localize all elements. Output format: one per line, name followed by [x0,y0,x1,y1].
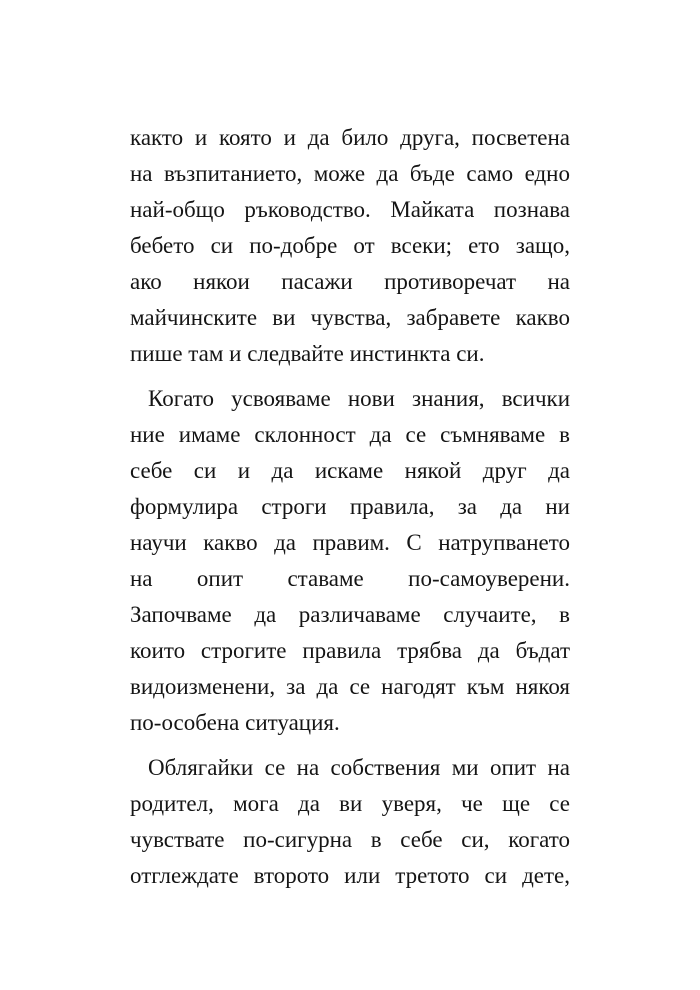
text-line: най-общо ръководство. Майката познава [130,197,570,222]
text-line: Облягайки се на собствения ми опит на [148,755,570,780]
text-line: на възпитанието, може да бъде само едно [130,161,570,186]
text-line: видоизменени, за да се нагодят към някоя [130,674,570,699]
paragraph-spacing [130,372,570,381]
paragraph-2 [130,381,570,741]
text-line: Когато усвояваме нови знания, всички [148,386,570,411]
text-line: родител, мога да ви уверя, че ще се [130,791,570,816]
text-line: ние имаме склонност да се съмняваме в [130,422,570,447]
paragraph-1 [130,120,570,372]
paragraph-3 [130,750,570,894]
text-line: отглеждате второто или третото си дете, [130,863,570,888]
text-line: ако някои пасажи противоречат на [130,269,570,294]
text-line: които строгите правила трябва да бъдат [130,638,570,663]
text-line: формулира строги правила, за да ни [130,494,570,519]
text-line: Започваме да различаваме случаите, в [130,602,570,627]
paragraph-spacing [130,741,570,750]
text-line: пише там и следвайте инстинкта си. [130,341,485,366]
text-line: бебето си по-добре от всеки; ето защо, [130,233,570,258]
body-text [130,120,570,894]
text-line: както и която и да било друга, посветена [130,125,570,150]
text-line: майчинските ви чувства, забравете какво [130,305,570,330]
text-line: научи какво да правим. С натрупването [130,530,570,555]
text-line: себе си и да искаме някой друг да [130,458,570,483]
text-line: по-особена ситуация. [130,710,340,735]
text-line: на опит ставаме по-самоуверени. [130,566,570,591]
text-line: чувствате по-сигурна в себе си, когато [130,827,570,852]
